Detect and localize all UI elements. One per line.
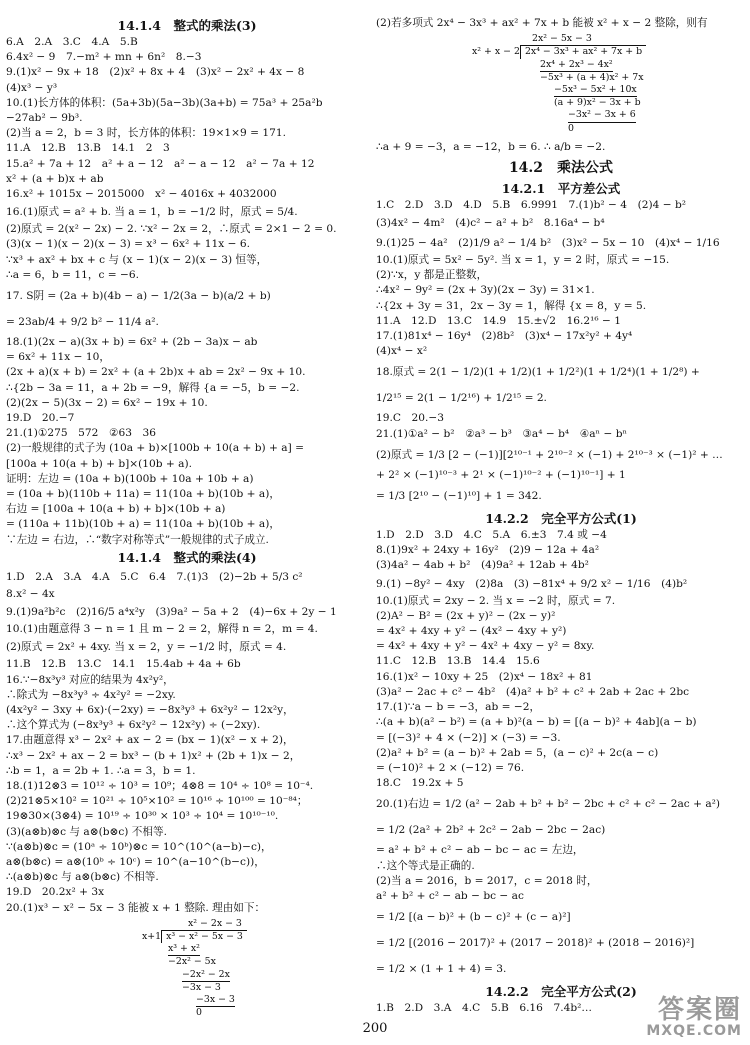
- page-number: 200: [362, 1021, 388, 1036]
- answer-line: (2)若多项式 2x⁴ − 3x³ + ax² + 7x + b 能被 x² + x − 2 整除，则有: [376, 17, 708, 29]
- answer-line: = [(−3)² + 4 × (−2)] × (−3) = −3.: [376, 731, 561, 744]
- answer-line: [100a + 10(a + b) + b]×(10b + a).: [6, 457, 192, 470]
- answer-line: 1/2¹⁵ = 2(1 − 1/2¹⁶) + 1/2¹⁵ = 2.: [376, 392, 547, 405]
- answer-line: 9.(1) −8y² − 4xy (2)8a (3) −81x⁴ + 9/2 x² − 1/16 (4)b²: [376, 577, 688, 590]
- section-heading: 14.1.4 整式的乘法(4): [117, 549, 257, 565]
- answer-line: (2)原式 = 2x² + 4xy. 当 x = 2，y = −1/2 时，原式 = 4.: [6, 641, 287, 654]
- answer-line: 10.(1)长方体的体积：(5a+3b)(5a−3b)(3a+b) = 75a³ + 25a²b: [6, 96, 323, 109]
- answer-line: 10.(1)原式 = 2xy − 2. 当 x = −2 时，原式 = 7.: [376, 594, 616, 607]
- answer-line: 17. S阴 = (2a + b)(4b − a) − 1/2(3a − b)(a/2 + b): [6, 290, 271, 303]
- answer-line: = 1/2 (2a² + 2b² + 2c² − 2ab − 2bc − 2ac): [376, 824, 606, 837]
- answer-line: 18.(1)(2x − a)(3x + b) = 6x² + (2b − 3a)x − ab: [6, 336, 258, 349]
- left-column: [6, 16, 368, 1021]
- answer-line: (3)a² − 2ac + c² − 4b² (4)a² + b² + c² + 2ab + 2ac + 2bc: [376, 685, 690, 698]
- answer-line: 8.x² − 4x: [6, 587, 55, 600]
- answer-line: (3)(a⊗b)⊗c 与 a⊗(b⊗c) 不相等.: [6, 825, 167, 838]
- section-heading: 14.2.2 完全平方公式(2): [485, 984, 637, 1000]
- answer-line: (3)4x² − 4m² (4)c² − a² + b² 8.16a⁴ − b⁴: [376, 217, 605, 230]
- answer-line: 1.B 2.D 3.A 4.C 5.B 6.16 7.4b²…: [376, 1002, 592, 1015]
- answer-line: = 1/3 [2¹⁰ − (−1)¹⁰] + 1 = 342.: [376, 490, 542, 503]
- answer-line: (2)(2x − 5)(3x − 2) = 6x² − 19x + 10.: [6, 396, 208, 409]
- answer-line: = (10a + b)(110b + 11a) = 11(10a + b)(10b + a)，: [6, 488, 280, 501]
- answer-line: + 2² × (−1)¹⁰⁻³ + 2¹ × (−1)¹⁰⁻² + (−1)¹⁰⁻¹] + 1: [376, 468, 626, 481]
- answer-line: (2)∵x，y 都是正整数，: [376, 269, 488, 282]
- division-step: −2x² − 5x: [168, 956, 216, 968]
- answer-line: ∴{2x + 3y = 31，2x − 3y = 1，解得 {x = 8，y = 5.: [376, 299, 647, 312]
- answer-line: 19.D 20.−7: [6, 412, 75, 425]
- answer-line: ∴a + 9 = −3，a = −12，b = 6. ∴ a/b = −2.: [376, 140, 606, 153]
- division-quotient: 2x² − 5x − 3: [532, 33, 592, 45]
- division-divisor: x+1: [142, 930, 162, 942]
- answer-line: 20.(1)x³ − x² − 5x − 3 能被 x + 1 整除. 理由如下：: [6, 901, 266, 914]
- division-step: 2x⁴ + 2x³ − 4x²: [540, 59, 613, 72]
- answer-line: 1.D 2.A 3.A 4.A 5.C 6.4 7.(1)3 (2)−2b + 5/3 c²: [6, 570, 303, 583]
- division-step: −5x³ − 5x² + 10x: [554, 84, 637, 97]
- watermark-line1: 答案圈: [657, 995, 742, 1025]
- answer-line: 16.(1)原式 = a² + b. 当 a = 1，b = −1/2 时，原式 = 5/4.: [6, 206, 298, 219]
- division-step: 0: [568, 122, 574, 134]
- answer-line: 16.(1)x² − 10xy + 25 (2)x⁴ − 18x² + 81: [376, 670, 593, 683]
- answer-line: = 6x² + 11x − 10，: [6, 351, 110, 364]
- answer-line: ∴a = 6，b = 11，c = −6.: [6, 268, 139, 281]
- answer-line: 11.C 12.B 13.B 14.4 15.6: [376, 655, 540, 668]
- answer-line: 11.A 12.D 13.C 14.9 15.±√2 16.2¹⁶ − 1: [376, 314, 621, 327]
- answer-line: ∴这个等式是正确的.: [376, 859, 475, 872]
- answer-line: 17.由题意得 x³ − 2x² + ax − 2 = (bx − 1)(x² − x + 2)，: [6, 734, 294, 747]
- answer-line: 16.∵−8x³y³ 对应的结果为 4x²y²，: [6, 673, 174, 686]
- answer-line: 19⊗30×(3⊗4) = 10¹⁹ ÷ 10³⁰ × 10³ ÷ 10⁴ = 10¹⁰⁻¹⁰.: [6, 810, 279, 823]
- answer-line: 19.D 20.2x² + 3x: [6, 886, 105, 899]
- answer-line: 1.D 2.D 3.D 4.C 5.A 6.±3 7.4 或 −4: [376, 529, 607, 542]
- answer-line: ∴4x² − 9y² = (2x + 3y)(2x − 3y) = 31×1.: [376, 284, 595, 297]
- answer-line: ∴x³ − 2x² + ax − 2 = bx³ − (b + 1)x² + (2b + 1)x − 2，: [6, 749, 301, 762]
- answer-line: = (110a + 11b)(10b + a) = 11(10a + b)(10b + a)，: [6, 518, 280, 531]
- answer-line: 20.(1)右边 = 1/2 (a² − 2ab + b² + b² − 2bc + c² + c² − 2ac + a²): [376, 798, 721, 811]
- answer-line: ∴这个算式为 (−8x³y³ + 6x²y² − 12x²y) ÷ (−2xy).: [6, 719, 261, 732]
- answer-line: = a² + b² + c² − ab − bc − ac = 左边，: [376, 844, 584, 857]
- division-step: −3x − 3: [196, 994, 235, 1007]
- answer-line: (2)21⊗5×10² = 10²¹ ÷ 10⁵×10² = 10¹⁶ ÷ 10¹⁰⁰ = 10⁻⁸⁴；: [6, 795, 308, 808]
- answer-line: 16.x² + 1015x − 2015000 x² − 4016x + 4032000: [6, 188, 277, 201]
- answer-line: 8.(1)9x² + 24xy + 16y² (2)9 − 12a + 4a²: [376, 544, 600, 557]
- answer-line: (3)4a² − 4ab + b² (4)9a² + 12ab + 4b²: [376, 559, 589, 572]
- answer-line: = 4x² + 4xy + y² − (4x² − 4xy + y²): [376, 625, 567, 638]
- answer-line: ∴(a + b)(a² − b²) = (a + b)²(a − b) = [(a − b)² + 4ab](a − b): [376, 716, 697, 729]
- answer-line: 18.(1)12⊗3 = 10¹² ÷ 10³ = 10⁹；4⊗8 = 10⁴ ÷ 10⁸ = 10⁻⁴.: [6, 779, 314, 792]
- answer-line: = (−10)² + 2 × (−12) = 76.: [376, 761, 525, 774]
- answer-line: (2x + a)(x + b) = 2x² + (a + 2b)x + ab = 2x² − 9x + 10.: [6, 366, 306, 379]
- answer-line: 10.(1)原式 = 5x² − 5y². 当 x = 1，y = 2 时，原式 = −15.: [376, 254, 670, 267]
- answer-line: 9.(1)9a²b²c (2)16/5 a⁴x²y (3)9a² − 5a + 2 (4)−6x + 2y − 1: [6, 606, 337, 619]
- answer-line: 17.(1)∵a − b = −3，ab = −2，: [376, 701, 541, 714]
- answer-line: ∴除式为 −8x³y³ ÷ 4x²y² = −2xy.: [6, 688, 176, 701]
- answer-line: = 1/2 [(2016 − 2017)² + (2017 − 2018)² + (2018 − 2016)²]: [376, 937, 695, 950]
- watermark: [646, 997, 742, 1039]
- answer-line: 18.C 19.2x + 5: [376, 777, 464, 790]
- answer-line: 右边 = [100a + 10(a + b) + b]×(10b + a): [6, 503, 226, 516]
- answer-line: (2)当 a = 2，b = 3 时，长方体的体积：19×1×9 = 171.: [6, 127, 286, 140]
- answer-line: (2)当 a = 2016，b = 2017，c = 2018 时，: [376, 874, 598, 887]
- division-step: (a + 9)x² − 3x + b: [554, 97, 641, 109]
- answer-line: (2)原式 = 1/3 [2 − (−1)][2¹⁰⁻¹ + 2¹⁰⁻² × (−1) + 2¹⁰⁻³ × (−1)² + …: [376, 448, 723, 461]
- long-division: [376, 33, 746, 135]
- section-heading: 14.2.1 平方差公式: [501, 180, 621, 196]
- answer-line: 9.(1)25 − 4a² (2)1/9 a² − 1/4 b² (3)x² − 5x − 10 (4)x⁴ − 1/16: [376, 237, 720, 250]
- answer-line: (4x²y² − 3xy + 6x)·(−2xy) = −8x³y³ + 6x²y² − 12x²y，: [6, 703, 294, 716]
- answer-line: ∵左边 = 右边，∴“数字对称等式”一般规律的式子成立.: [6, 533, 269, 546]
- section-heading: 14.2 乘法公式: [508, 159, 614, 176]
- answer-line: 1.C 2.D 3.D 4.D 5.B 6.9991 7.(1)b² − 4 (2)4 − b²: [376, 198, 687, 211]
- answer-line: (2)原式 = 2(x² − 2x) − 2. ∵x² − 2x = 2，∴原式 = 2×1 − 2 = 0.: [6, 223, 337, 236]
- answer-line: 21.(1)①275 572 ②63 36: [6, 427, 157, 440]
- division-quotient: x² − 2x − 3: [188, 917, 242, 929]
- answer-line: 证明：左边 = (10a + b)(100b + 10a + 10b + a): [6, 472, 254, 485]
- answer-line: = 4x² + 4xy + y² − 4x² + 4xy − y² = 8xy.: [376, 640, 595, 653]
- answer-line: (2)a² + b² = (a − b)² + 2ab = 5，(a − c)² + 2c(a − c): [376, 746, 659, 759]
- division-step: −3x − 3: [182, 981, 221, 993]
- answer-line: 11.B 12.B 13.C 14.1 15.4ab + 4a + 6b: [6, 658, 241, 671]
- division-step: −3x² − 3x + 6: [568, 109, 636, 122]
- division-step: −2x² − 2x: [182, 969, 230, 982]
- long-division: [6, 918, 368, 1020]
- answer-line: 17.(1)81x⁴ − 16y⁴ (2)8b² (3)x⁴ − 17x²y² + 4y⁴: [376, 330, 633, 343]
- division-step: 0: [196, 1007, 202, 1019]
- answer-line: 11.A 12.B 13.B 14.1 2 3: [6, 142, 170, 155]
- answer-line: 9.(1)x² − 9x + 18 (2)x² + 8x + 4 (3)x² − 2x² + 4x − 8: [6, 66, 305, 79]
- answer-line: (2)一般规律的式子为 (10a + b)×[100b + 10(a + b) + a] =: [6, 442, 304, 455]
- answer-line: 15.a² + 7a + 12 a² + a − 12 a² − a − 12 a² − 7a + 12: [6, 157, 315, 170]
- answer-line: = 23ab/4 + 9/2 b² − 11/4 a².: [6, 316, 159, 329]
- division-step: x³ + x²: [168, 943, 200, 956]
- answer-line: 18.原式 = 2(1 − 1/2)(1 + 1/2)(1 + 1/2²)(1 + 1/2⁴)(1 + 1/2⁸) +: [376, 366, 700, 379]
- answer-line: ∴(a⊗b)⊗c 与 a⊗(b⊗c) 不相等.: [6, 871, 159, 884]
- section-heading: 14.2.2 完全平方公式(1): [485, 511, 637, 527]
- answer-line: 19.C 20.−3: [376, 412, 445, 425]
- answer-line: (3)(x − 1)(x − 2)(x − 3) = x³ − 6x² + 11x − 6.: [6, 238, 250, 251]
- answer-line: ∴{2b − 3a = 11，a + 2b = −9，解得 {a = −5，b = −2.: [6, 381, 300, 394]
- answer-line: 10.(1)由题意得 3 − n = 1 且 m − 2 = 2，解得 n = 2，m = 4.: [6, 623, 318, 636]
- watermark-line2: MXQE.COM: [646, 1023, 742, 1039]
- answer-line: a² + b² + c² − ab − bc − ac: [376, 889, 524, 902]
- division-divisor: x² + x − 2: [472, 46, 520, 58]
- answer-line: ∵(a⊗b)⊗c = (10ᵃ ÷ 10ᵇ)⊗c = 10^(10^(a−b)−c)，: [6, 840, 272, 853]
- answer-line: = 1/2 × (1 + 1 + 4) = 3.: [376, 963, 507, 976]
- right-column: [376, 16, 746, 1016]
- answer-line: −27ab² − 9b³.: [6, 112, 83, 125]
- answer-line: x² + (a + b)x + ab: [6, 172, 104, 185]
- answer-line: ∵x³ + ax² + bx + c 与 (x − 1)(x − 2)(x − 3) 恒等，: [6, 253, 268, 266]
- answer-line: 6.A 2.A 3.C 4.A 5.B: [6, 36, 138, 48]
- answer-line: = 1/2 [(a − b)² + (b − c)² + (c − a)²]: [376, 911, 571, 924]
- answer-line: a⊗(b⊗c) = a⊗(10ᵇ ÷ 10ᶜ) = 10^(a−10^(b−c))，: [6, 855, 265, 868]
- answer-line: (2)A² − B² = (2x + y)² − (2x − y)²: [376, 609, 556, 622]
- answer-line: (4)x⁴ − x²: [376, 345, 428, 358]
- division-step: −5x³ + (a + 4)x² + 7x: [540, 71, 644, 83]
- division-dividend: 2x⁴ − 3x³ + ax² + 7x + b: [520, 45, 646, 58]
- answer-line: (4)x³ − y³: [6, 81, 58, 94]
- answer-line: ∴b = 1，a = 2b + 1. ∴a = 3，b = 1.: [6, 764, 196, 777]
- section-heading: 14.1.4 整式的乘法(3): [117, 18, 257, 33]
- answer-line: 21.(1)①a² − b² ②a³ − b³ ③a⁴ − b⁴ ④aⁿ − bⁿ: [376, 427, 628, 440]
- division-dividend: x³ − x² − 5x − 3: [161, 930, 247, 943]
- answer-line: 6.4x² − 9 7.−m² + mn + 6n² 8.−3: [6, 51, 202, 64]
